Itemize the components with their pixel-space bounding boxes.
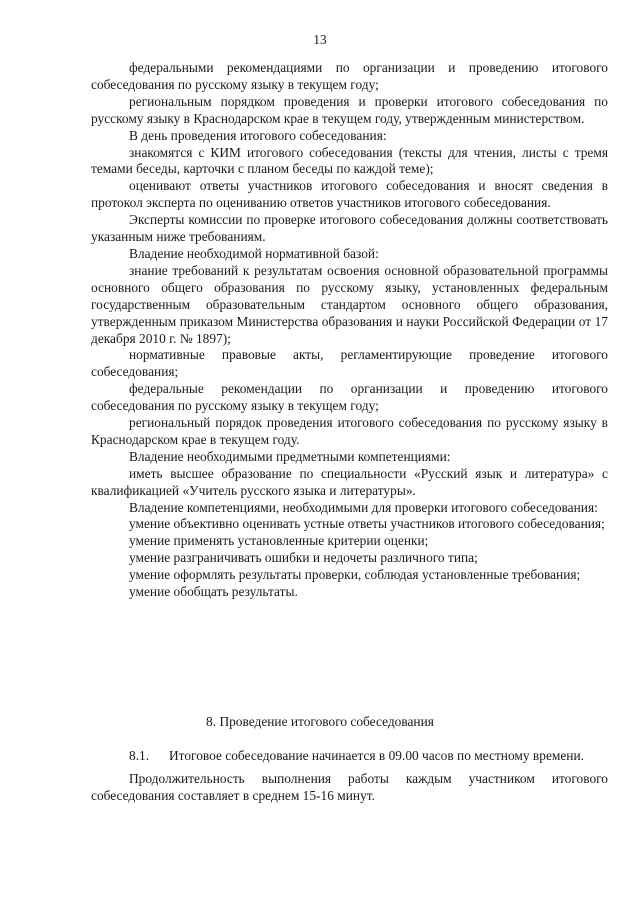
paragraph: Эксперты комиссии по проверке итогового собеседования должны соответствовать указанным ниже требованиям. [91,212,608,245]
section-item [91,748,608,765]
paragraph: оценивают ответы участников итогового собеседования и вносят сведения в протокол эксперта по оцениванию ответов участников итогового собеседования. [91,178,608,211]
paragraph: знание требований к результатам освоения основной образовательной программы основного общего образования по русскому языку, установленных федеральным государственным образовательным стандартом основного общего образования, утвержденным приказом Министерства образования и науки Российской Федерации от 17 декабря 2010 г. № 1897); [91,262,608,346]
section-item [91,771,608,805]
section-body [91,748,608,805]
item-text: Продолжительность выполнения работы каждым участником итогового собеседования составляет в среднем 15-16 минут. [91,770,608,803]
paragraph: знакомятся с КИМ итогового собеседования (тексты для чтения, листы с тремя темами беседы, карточки с планом беседы по каждой теме); [91,144,608,177]
paragraph: В день проведения итогового собеседования: [129,127,387,143]
body-text [91,60,608,601]
paragraph: региональный порядок проведения итогового собеседования по русскому языку в Краснодарском крае в текущем году. [91,415,608,447]
paragraph: Владение компетенциями, необходимыми для проверки итогового собеседования: [129,499,598,515]
paragraph: умение оформлять результаты проверки, соблюдая установленные требования; [129,567,581,583]
paragraph: нормативные правовые акты, регламентирующие проведение итогового собеседования; [91,347,608,380]
item-text: Итоговое собеседование начинается в 09.00 часов по местному времени. [169,748,584,763]
page-number: 13 [313,32,327,47]
section-heading: 8. Проведение итогового собеседования [206,714,434,729]
paragraph: умение обобщать результаты. [129,584,298,600]
paragraph: умение применять установленные критерии оценки; [129,533,429,549]
paragraph: федеральные рекомендации по организации и проведению итогового собеседования по русскому языку в текущем году; [91,381,608,414]
paragraph: Владение необходимой нормативной базой: [129,245,379,261]
item-number: 8.1. [129,748,150,763]
paragraph: умение объективно оценивать устные ответы участников итогового собеседования; [129,516,605,532]
paragraph: региональным порядком проведения и проверки итогового собеседования по русскому языку в Краснодарском крае в текущем году, утвержденным министерством. [91,93,608,126]
paragraph: Владение необходимыми предметными компетенциями: [129,448,451,464]
paragraph: федеральными рекомендациями по организации и проведению итогового собеседования по русскому языку в текущем году; [91,60,608,92]
paragraph: иметь высшее образование по специальности «Русский язык и литература» с квалификацией «Учитель русского языка и литературы». [91,465,608,498]
paragraph: умение разграничивать ошибки и недочеты различного типа; [129,550,478,566]
